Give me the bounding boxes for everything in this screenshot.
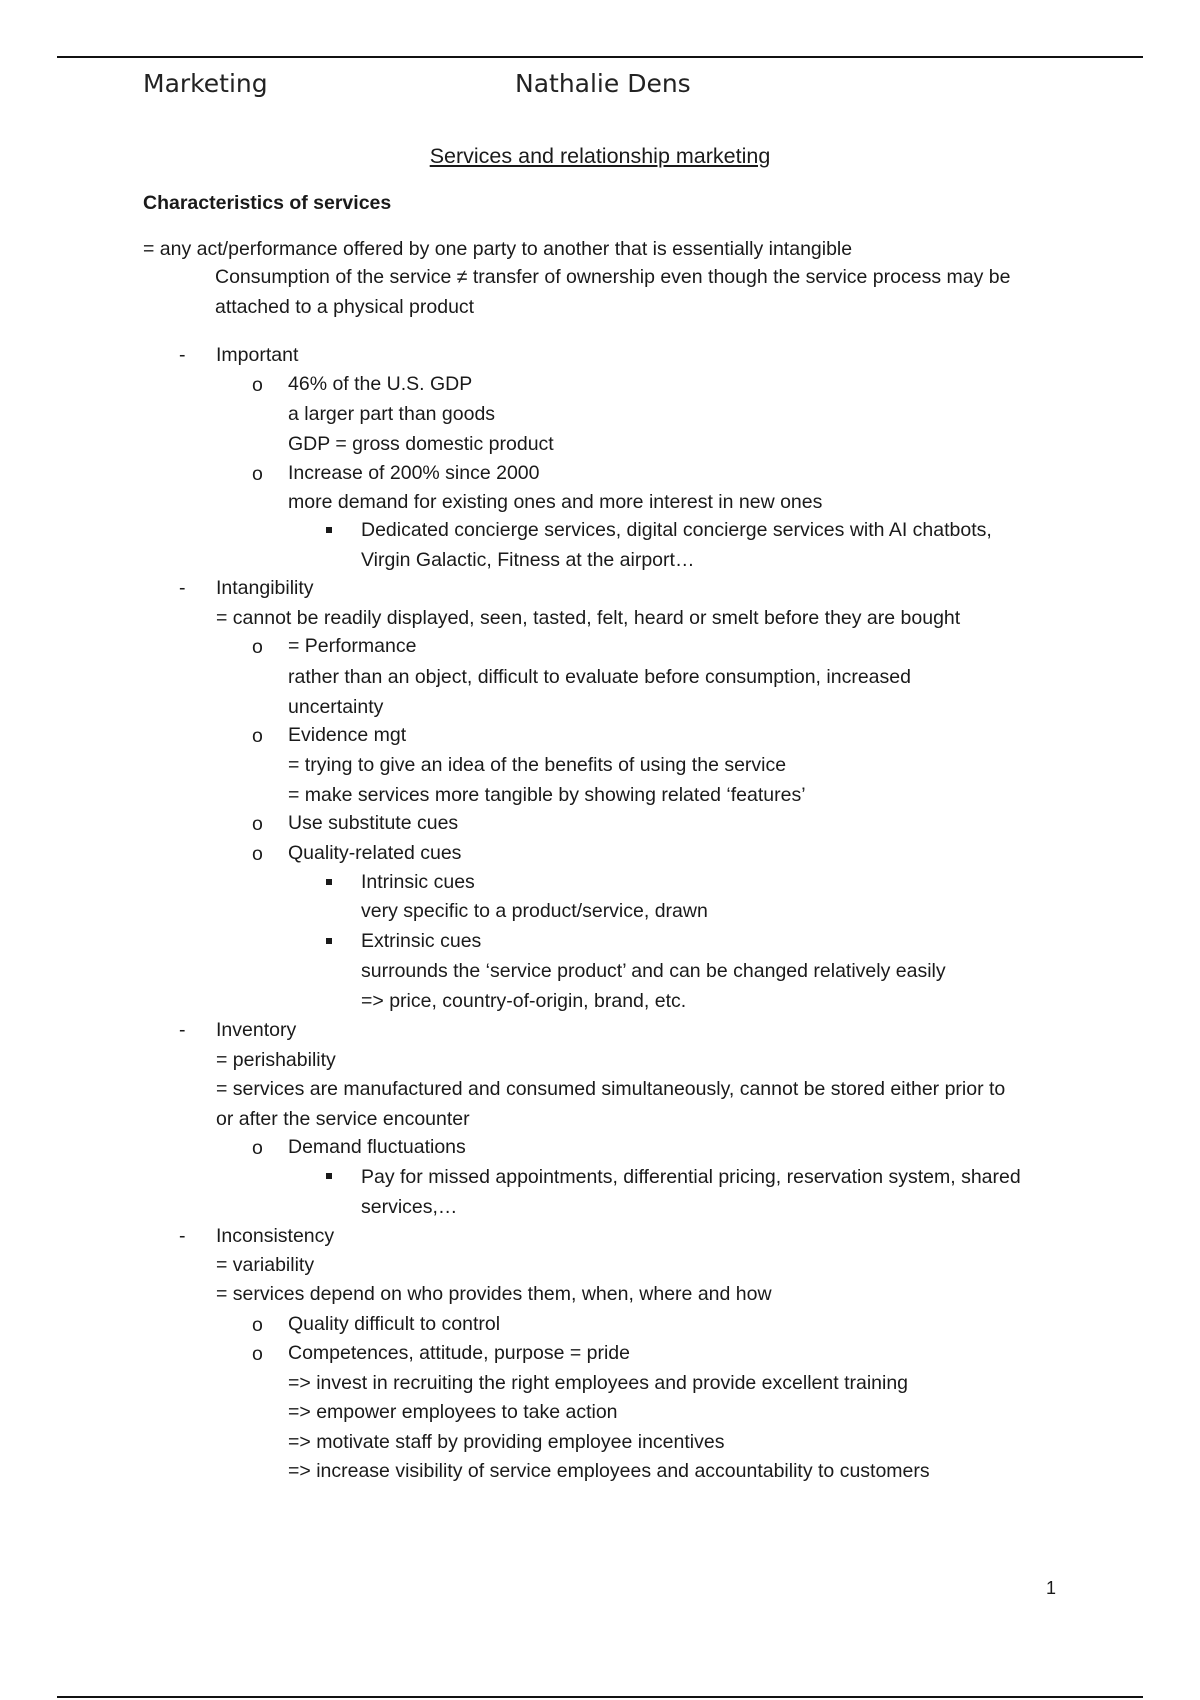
- text-line: very specific to a product/service, drawn: [361, 900, 708, 922]
- course-name: Marketing: [143, 69, 268, 98]
- page-title: Services and relationship marketing: [429, 144, 771, 168]
- list-item-heading: Important: [216, 344, 299, 366]
- text-line: services,…: [361, 1196, 458, 1218]
- text-line: Consumption of the service ≠ transfer of ownership even though the service process may be: [215, 266, 1011, 288]
- list-item-heading: Inventory: [216, 1019, 297, 1041]
- circle-bullet: o: [252, 1137, 263, 1159]
- text-line: Demand fluctuations: [288, 1136, 466, 1158]
- text-line: = any act/performance offered by one party to another that is essentially intangible: [143, 238, 853, 260]
- text-line: or after the service encounter: [216, 1108, 470, 1130]
- list-item-heading: Intangibility: [216, 577, 314, 599]
- dash-bullet: -: [179, 344, 186, 366]
- dash-bullet: -: [179, 577, 186, 599]
- circle-bullet: o: [252, 725, 263, 747]
- text-line: Increase of 200% since 2000: [288, 462, 540, 484]
- dash-bullet: -: [179, 1225, 186, 1247]
- square-bullet-icon: [326, 527, 332, 533]
- text-line: Dedicated concierge services, digital concierge services with AI chatbots,: [361, 519, 992, 541]
- text-line: GDP = gross domestic product: [288, 433, 554, 455]
- circle-bullet: o: [252, 1343, 263, 1365]
- header-rule: [57, 56, 1143, 58]
- text-line: = Performance: [288, 635, 417, 657]
- text-line: => increase visibility of service employees and accountability to customers: [288, 1460, 930, 1482]
- text-line: = variability: [216, 1254, 315, 1276]
- list-item-heading: Inconsistency: [216, 1225, 335, 1247]
- text-line: Quality difficult to control: [288, 1313, 501, 1335]
- author-name: Nathalie Dens: [515, 69, 691, 98]
- text-line: Evidence mgt: [288, 724, 407, 746]
- text-line: = perishability: [216, 1049, 336, 1071]
- text-line: Extrinsic cues: [361, 930, 482, 952]
- text-line: = services are manufactured and consumed simultaneously, cannot be stored either prior to: [216, 1078, 1006, 1100]
- text-line: rather than an object, difficult to evaluate before consumption, increased: [288, 666, 911, 688]
- circle-bullet: o: [252, 1314, 263, 1336]
- text-line: = trying to give an idea of the benefits of using the service: [288, 754, 787, 776]
- text-line: Competences, attitude, purpose = pride: [288, 1342, 631, 1364]
- square-bullet-icon: [326, 938, 332, 944]
- text-line: = services depend on who provides them, when, where and how: [216, 1283, 772, 1305]
- text-line: => empower employees to take action: [288, 1401, 618, 1423]
- circle-bullet: o: [252, 636, 263, 658]
- text-line: Pay for missed appointments, differential pricing, reservation system, shared: [361, 1166, 1021, 1188]
- text-line: uncertainty: [288, 696, 384, 718]
- text-line: => invest in recruiting the right employees and provide excellent training: [288, 1372, 909, 1394]
- text-line: surrounds the ‘service product’ and can be changed relatively easily: [361, 960, 946, 982]
- circle-bullet: o: [252, 843, 263, 865]
- footer-rule: [57, 1696, 1143, 1698]
- square-bullet-icon: [326, 879, 332, 885]
- text-line: more demand for existing ones and more interest in new ones: [288, 491, 823, 513]
- circle-bullet: o: [252, 463, 263, 485]
- circle-bullet: o: [252, 374, 263, 396]
- text-line: Use substitute cues: [288, 812, 459, 834]
- circle-bullet: o: [252, 813, 263, 835]
- text-line: Intrinsic cues: [361, 871, 475, 893]
- section-heading: Characteristics of services: [143, 192, 392, 214]
- dash-bullet: -: [179, 1019, 186, 1041]
- text-line: => price, country-of-origin, brand, etc.: [361, 990, 687, 1012]
- text-line: = cannot be readily displayed, seen, tasted, felt, heard or smelt before they are bought: [216, 607, 961, 629]
- square-bullet-icon: [326, 1173, 332, 1179]
- text-line: attached to a physical product: [215, 296, 475, 318]
- page-number: 1: [1046, 1578, 1057, 1598]
- text-line: a larger part than goods: [288, 403, 496, 425]
- text-line: => motivate staff by providing employee incentives: [288, 1431, 725, 1453]
- text-line: 46% of the U.S. GDP: [288, 373, 473, 395]
- text-line: Virgin Galactic, Fitness at the airport…: [361, 549, 695, 571]
- text-line: = make services more tangible by showing related ‘features’: [288, 784, 806, 806]
- text-line: Quality-related cues: [288, 842, 462, 864]
